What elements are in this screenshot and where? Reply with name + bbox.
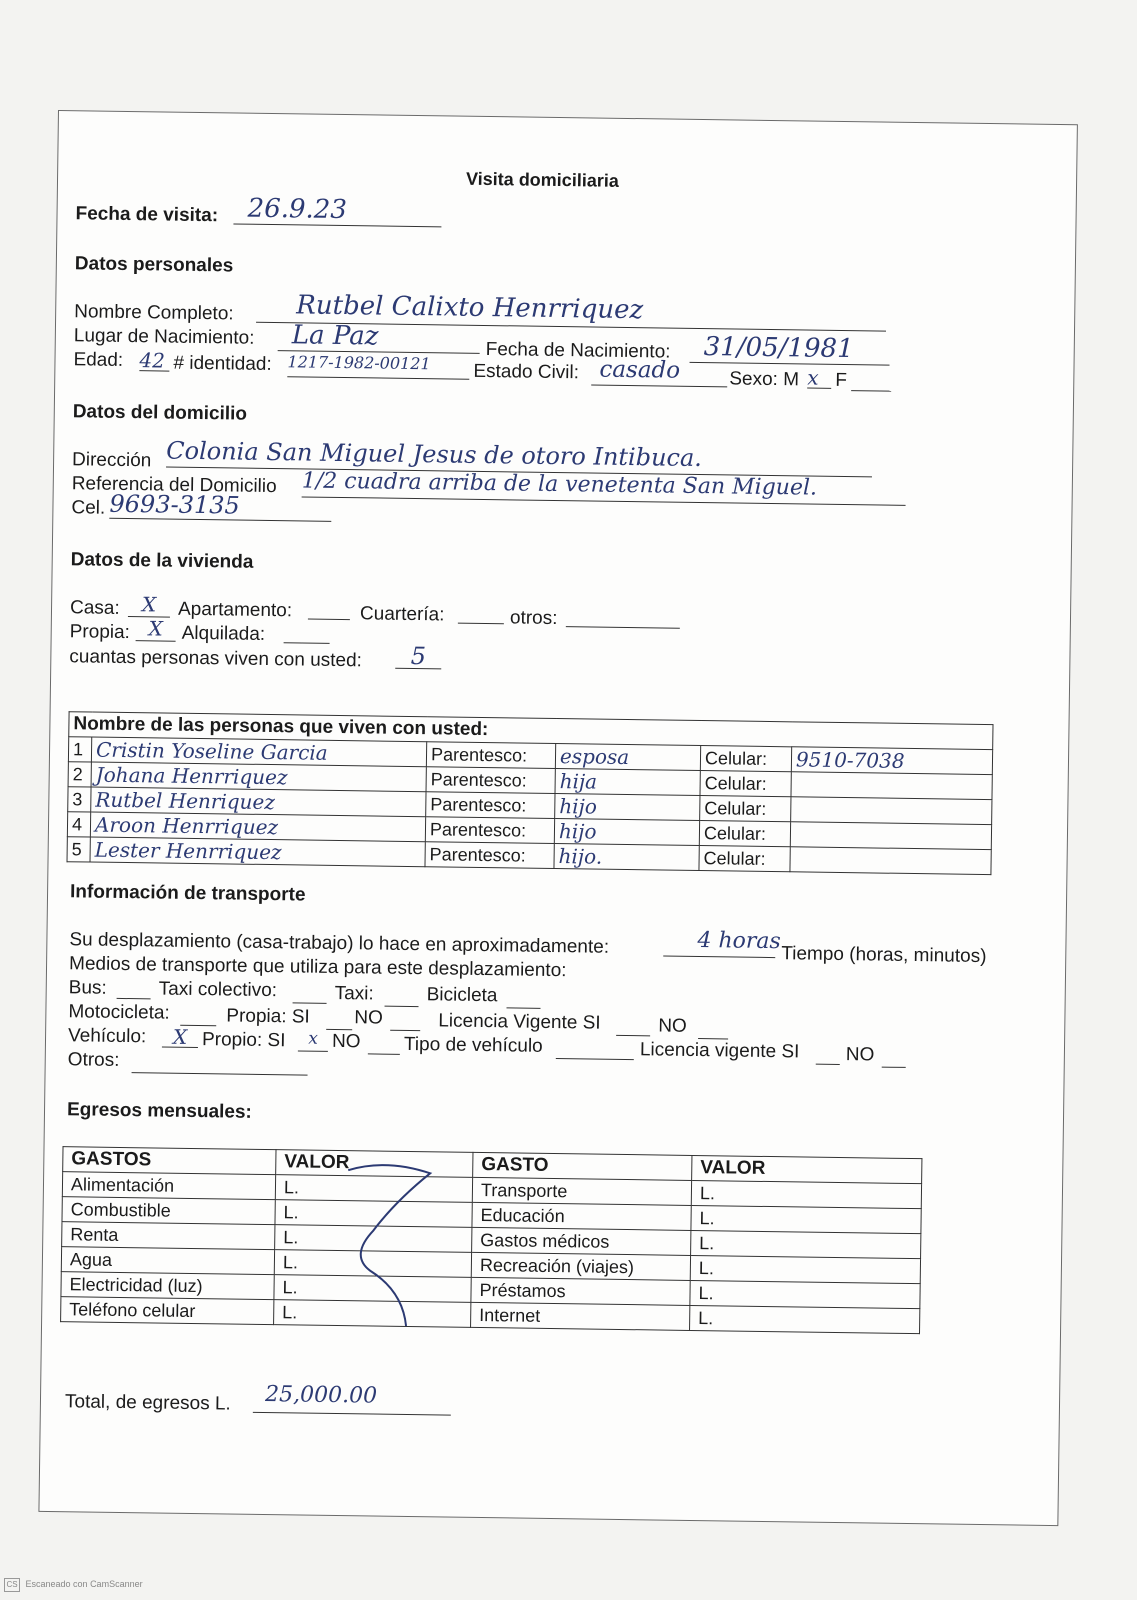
scanner-footer-text: Escaneado con CamScanner bbox=[25, 1579, 143, 1589]
expense-value-field[interactable]: L. bbox=[690, 1280, 920, 1308]
visit-date-field[interactable] bbox=[233, 193, 441, 227]
sex-f-label: F bbox=[835, 369, 848, 392]
total-label: Total, de egresos L. bbox=[64, 1391, 231, 1415]
ref-value: 1/2 cuadra arriba de la venetenta San Miguel. bbox=[301, 468, 818, 501]
vehiculo-licencia-si-field[interactable] bbox=[816, 1042, 840, 1065]
casa-field[interactable] bbox=[128, 592, 170, 618]
moto-no-label: NO bbox=[354, 1007, 383, 1029]
otros-transporte-label: Otros: bbox=[67, 1049, 120, 1071]
expense-label: Educación bbox=[472, 1202, 691, 1230]
relationship-label: Parentesco: bbox=[425, 817, 554, 844]
expense-label: Renta bbox=[62, 1222, 275, 1250]
cel-field[interactable] bbox=[109, 490, 331, 522]
otros-transporte-field[interactable] bbox=[132, 1050, 308, 1075]
camscanner-logo: CS bbox=[4, 1578, 20, 1592]
expense-value-field[interactable]: L. bbox=[274, 1300, 471, 1328]
person-name-value: Aroon Henrriquez bbox=[94, 812, 279, 840]
moto-propia-si-field[interactable] bbox=[326, 1007, 352, 1030]
total-value: 25,000.00 bbox=[264, 1382, 378, 1409]
relationship-label: Parentesco: bbox=[426, 767, 555, 794]
celular-label: Celular: bbox=[700, 771, 791, 797]
age-label: Edad: bbox=[73, 349, 124, 371]
relationship-value: esposa bbox=[559, 744, 630, 770]
scanner-footer bbox=[4, 1578, 143, 1592]
row-number: 4 bbox=[67, 812, 90, 837]
civil-value: casado bbox=[599, 356, 681, 384]
housing-heading: Datos de la vivienda bbox=[70, 549, 254, 573]
expense-label: Recreación (viajes) bbox=[471, 1252, 690, 1280]
moto-licencia-no-field[interactable] bbox=[698, 1016, 728, 1039]
vehiculo-field[interactable] bbox=[162, 1025, 198, 1049]
celular-field[interactable] bbox=[791, 797, 992, 825]
moto-field[interactable] bbox=[180, 1003, 216, 1027]
moto-licencia-no-label: NO bbox=[658, 1015, 687, 1037]
commute-label: Su desplazamiento (casa-trabajo) lo hace en aproximadamente: bbox=[69, 929, 610, 958]
apt-field[interactable] bbox=[308, 595, 350, 621]
col-valor-2: VALOR bbox=[692, 1155, 922, 1183]
commute-value: 4 horas bbox=[697, 928, 781, 955]
relationship-field[interactable] bbox=[554, 819, 699, 846]
expense-value-field[interactable]: L. bbox=[691, 1205, 921, 1233]
moto-label: Motocicleta: bbox=[68, 1001, 170, 1024]
relationship-value: hijo bbox=[558, 819, 597, 844]
civil-field[interactable] bbox=[591, 356, 727, 387]
moto-licencia-label: Licencia Vigente SI bbox=[438, 1010, 601, 1034]
commute-unit-label: Tiempo (horas, minutos) bbox=[781, 943, 987, 968]
expense-value-field[interactable]: L. bbox=[274, 1275, 471, 1303]
expense-label: Electricidad (luz) bbox=[61, 1272, 274, 1300]
celular-field[interactable] bbox=[791, 747, 992, 775]
transport-heading: Información de transporte bbox=[69, 881, 306, 906]
people-table-heading: Nombre de las personas que viven con usted: bbox=[69, 712, 993, 750]
cuarteria-label: Cuartería: bbox=[359, 603, 445, 626]
vehiculo-propio-mark: x bbox=[308, 1028, 318, 1049]
casa-mark: X bbox=[141, 592, 157, 617]
transport-means-label: Medios de transporte que utiliza para este desplazamiento: bbox=[68, 953, 567, 982]
id-field[interactable] bbox=[287, 352, 469, 380]
sex-label: Sexo: M bbox=[729, 368, 800, 391]
taxi-colectivo-field[interactable] bbox=[293, 980, 327, 1003]
propia-mark: X bbox=[148, 616, 164, 641]
person-name-value: Rutbel Henriquez bbox=[95, 787, 276, 815]
moto-propia-label: Propia: SI bbox=[226, 1005, 310, 1028]
id-label: # identidad: bbox=[173, 352, 272, 376]
address-value: Colonia San Miguel Jesus de otoro Intibuca. bbox=[166, 436, 703, 473]
relationship-field[interactable] bbox=[555, 794, 700, 821]
col-gastos: GASTOS bbox=[63, 1147, 276, 1175]
celular-field[interactable] bbox=[790, 847, 991, 875]
people-count-field[interactable] bbox=[395, 642, 441, 670]
taxi-label: Taxi: bbox=[334, 982, 374, 1005]
sex-m-field[interactable] bbox=[807, 365, 831, 388]
expense-label: Préstamos bbox=[471, 1277, 690, 1305]
person-name-value: Lester Henrriquez bbox=[94, 837, 282, 865]
casa-label: Casa: bbox=[69, 597, 120, 619]
relationship-label: Parentesco: bbox=[426, 742, 555, 769]
birthdate-value: 31/05/1981 bbox=[703, 332, 854, 365]
person-name-value: Johana Henrriquez bbox=[95, 762, 288, 790]
age-field[interactable] bbox=[139, 348, 169, 371]
expense-value-field[interactable]: L. bbox=[690, 1305, 920, 1333]
visit-date-value: 26.9.23 bbox=[247, 193, 348, 226]
expense-label: Alimentación bbox=[62, 1172, 275, 1200]
celular-field[interactable] bbox=[790, 822, 991, 850]
moto-licencia-si-field[interactable] bbox=[616, 1013, 650, 1036]
commute-field[interactable] bbox=[663, 928, 781, 959]
celular-label: Celular: bbox=[699, 846, 790, 872]
apt-label: Apartamento: bbox=[177, 598, 293, 622]
age-value: 42 bbox=[139, 348, 166, 373]
name-label: Nombre Completo: bbox=[74, 301, 234, 325]
total-field[interactable] bbox=[253, 1382, 451, 1416]
relationship-value: hija bbox=[559, 769, 598, 794]
relationship-field[interactable] bbox=[555, 744, 700, 771]
expense-value-field[interactable]: L. bbox=[691, 1180, 921, 1208]
relationship-label: Parentesco: bbox=[426, 792, 555, 819]
relationship-value: hijo. bbox=[558, 844, 603, 869]
celular-label: Celular: bbox=[700, 796, 791, 822]
vehiculo-licencia-no-label: NO bbox=[845, 1044, 875, 1066]
expenses-heading: Egresos mensuales: bbox=[66, 1099, 252, 1123]
expense-label: Gastos médicos bbox=[472, 1227, 691, 1255]
expense-label: Teléfono celular bbox=[61, 1297, 274, 1325]
row-number: 2 bbox=[68, 762, 91, 787]
bus-field[interactable] bbox=[117, 976, 151, 999]
taxi-colectivo-label: Taxi colectivo: bbox=[158, 978, 278, 1002]
birthplace-field[interactable] bbox=[278, 320, 480, 354]
people-table bbox=[66, 711, 993, 875]
sex-f-field[interactable] bbox=[851, 368, 891, 392]
bicicleta-field[interactable] bbox=[507, 985, 541, 1008]
vehiculo-no-label: NO bbox=[331, 1030, 361, 1053]
celular-value: 9510-7038 bbox=[795, 747, 905, 773]
vehiculo-propio-label: Propio: SI bbox=[201, 1029, 286, 1052]
celular-label: Celular: bbox=[699, 821, 790, 847]
expense-value-field[interactable]: L. bbox=[275, 1200, 472, 1228]
moto-no-field[interactable] bbox=[390, 1008, 420, 1031]
expense-value-field[interactable]: L. bbox=[275, 1175, 472, 1203]
address-label: Dirección bbox=[71, 449, 152, 472]
expense-label: Internet bbox=[471, 1302, 690, 1330]
celular-label: Celular: bbox=[700, 746, 791, 772]
otros-field[interactable] bbox=[566, 602, 680, 629]
name-value: Rutbel Calixto Henrriquez bbox=[296, 290, 644, 326]
relationship-field[interactable] bbox=[554, 844, 699, 871]
handwritten-brace bbox=[324, 1160, 436, 1332]
expense-label: Combustible bbox=[62, 1197, 275, 1225]
birthplace-value: La Paz bbox=[291, 320, 379, 352]
alquilada-label: Alquilada: bbox=[181, 622, 266, 645]
birthplace-label: Lugar de Nacimiento: bbox=[73, 325, 255, 349]
people-count-value: 5 bbox=[410, 641, 427, 671]
expenses-table bbox=[60, 1146, 922, 1334]
cel-value: 9693-3135 bbox=[109, 489, 240, 520]
alquilada-field[interactable] bbox=[284, 618, 330, 644]
expense-value-field[interactable]: L. bbox=[690, 1255, 920, 1283]
taxi-field[interactable] bbox=[385, 984, 419, 1007]
celular-field[interactable] bbox=[791, 772, 992, 800]
propia-label: Propia: bbox=[69, 621, 131, 644]
expense-label: Agua bbox=[61, 1247, 274, 1275]
relationship-value: hijo bbox=[559, 794, 598, 819]
col-valor: VALOR bbox=[276, 1150, 473, 1178]
home-heading: Datos del domicilio bbox=[72, 401, 248, 425]
tipo-vehiculo-field[interactable] bbox=[556, 1036, 634, 1060]
birthdate-label: Fecha de Nacimiento: bbox=[485, 338, 671, 363]
relationship-field[interactable] bbox=[555, 769, 700, 796]
sex-m-mark: x bbox=[807, 365, 819, 390]
cuarteria-field[interactable] bbox=[458, 599, 504, 625]
vehiculo-label: Vehículo: bbox=[67, 1025, 147, 1048]
relationship-label: Parentesco: bbox=[425, 842, 554, 869]
tipo-vehiculo-label: Tipo de vehículo bbox=[403, 1033, 543, 1057]
id-value: 1217-1982-00121 bbox=[287, 352, 431, 374]
expense-label: Transporte bbox=[472, 1177, 691, 1205]
bicicleta-label: Bicicleta bbox=[426, 984, 498, 1007]
vehiculo-mark: X bbox=[172, 1024, 188, 1049]
person-name[interactable] bbox=[90, 837, 425, 867]
vehiculo-licencia-no-field[interactable] bbox=[882, 1045, 906, 1068]
row-number: 3 bbox=[68, 787, 91, 812]
civil-label: Estado Civil: bbox=[473, 360, 580, 384]
row-number: 5 bbox=[67, 837, 90, 862]
expense-value-field[interactable]: L. bbox=[275, 1225, 472, 1253]
expense-value-field[interactable]: L. bbox=[691, 1230, 921, 1258]
ref-label: Referencia del Domicilio bbox=[71, 473, 277, 498]
form-sheet bbox=[38, 110, 1077, 1526]
person-name-value: Cristin Yoseline Garcia bbox=[95, 737, 328, 765]
otros-label: otros: bbox=[509, 607, 558, 630]
personal-heading: Datos personales bbox=[74, 253, 234, 277]
people-count-label: cuantas personas viven con usted: bbox=[69, 646, 363, 672]
cel-label: Cel. bbox=[71, 497, 106, 519]
col-gasto: GASTO bbox=[473, 1152, 692, 1180]
bus-label: Bus: bbox=[68, 977, 107, 999]
vehiculo-licencia-label: Licencia vigente SI bbox=[639, 1039, 800, 1063]
visit-date-label: Fecha de visita: bbox=[75, 203, 219, 227]
propia-field[interactable] bbox=[136, 616, 176, 642]
page-title: Visita domiciliaria bbox=[465, 168, 619, 191]
vehiculo-propio-si-field[interactable] bbox=[298, 1028, 328, 1051]
expense-value-field[interactable]: L. bbox=[274, 1250, 471, 1278]
row-number: 1 bbox=[68, 737, 91, 762]
vehiculo-no-field[interactable] bbox=[368, 1031, 400, 1054]
